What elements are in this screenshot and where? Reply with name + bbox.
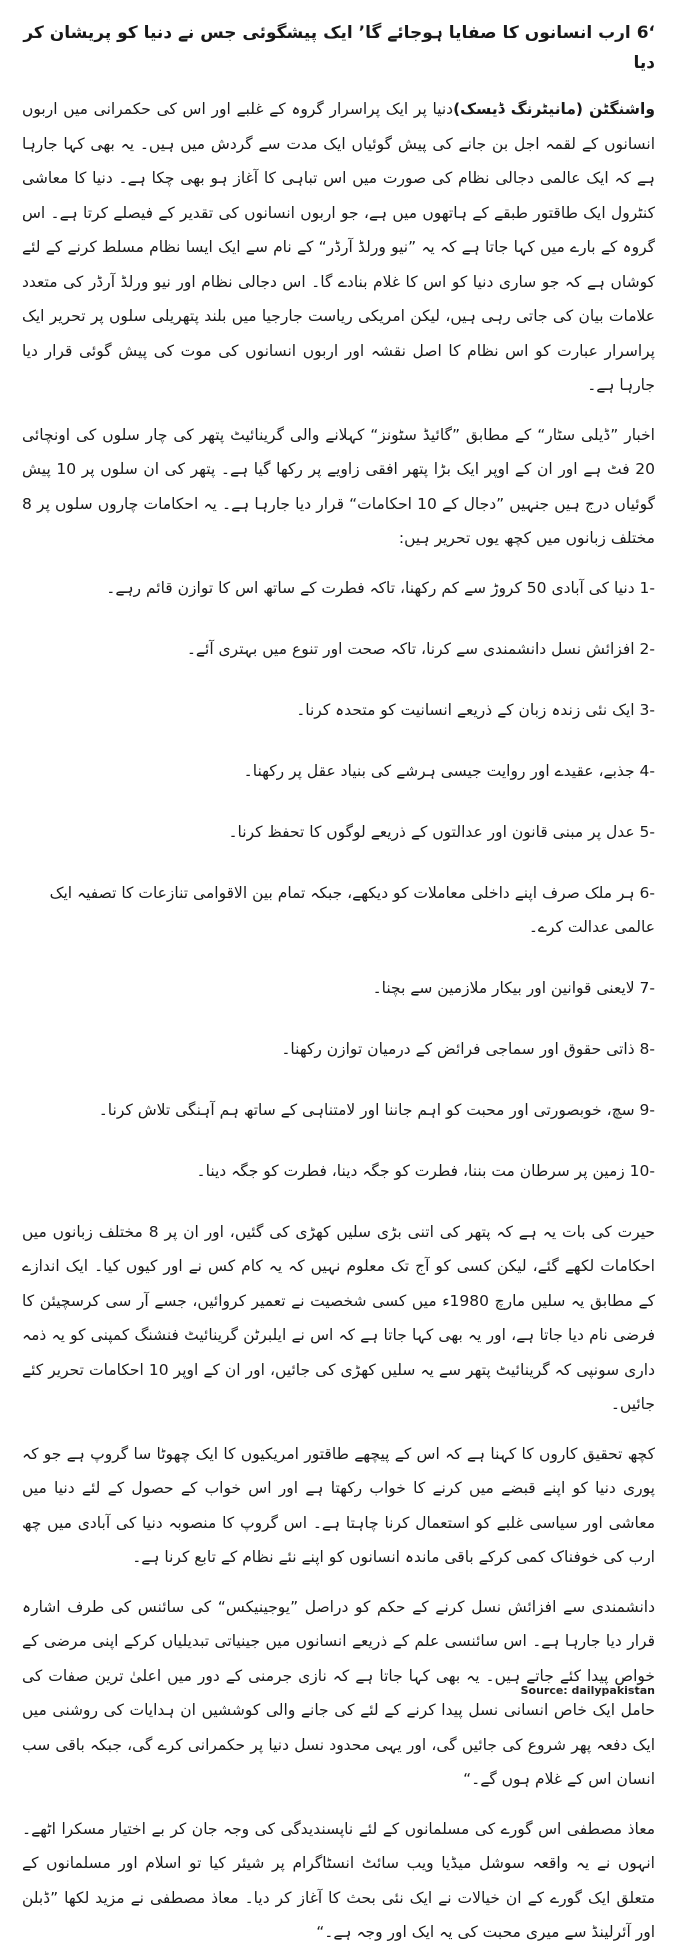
paragraph-text: دنیا پر ایک پراسرار گروہ کے غلبے اور اس کی حکمرانی میں اربوں انسانوں کے لقمہ اجل بن جانے کی پیش گوئیاں ایک مدت سے گردش میں ہیں۔ یہ بھی کہا جارہا ہے کہ ایک عالمی دجالی نظام کی صورت میں اس تباہی کا آغاز ہو بھی چکا ہے۔ دنیا کا معاشی کنٹرول ایک طاقتور طبقے کے ہاتھوں میں ہے، جو اربوں انسانوں کی تقدیر کے فیصلے کرتا ہے۔ اس گروہ کے بارے میں کہا جاتا ہے کہ یہ ”نیو ورلڈ آرڈر“ کے نام سے ایک ایسا نظام مسلط کرنے کے لئے کوشاں ہے کہ جو ساری دنیا کو اس کا غلام بنادے گا۔ اس دجالی نظام اور نیو ورلڈ آرڈر کی متعدد علامات بیان کی جاتی رہی ہیں، لیکن امریکی ریاست جارجیا میں بلند پتھریلی سلوں پر تحریر ایک پراسرار عبارت کو اس نظام کا اصل نقشہ اور اربوں انسانوں کی موت کی پیش گوئی قرار دیا جارہا ہے۔	[22, 100, 655, 394]
list-item: -6 ہر ملک صرف اپنے داخلی معاملات کو دیکھے، جبکہ تمام بین الاقوامی تنازعات کا تصفیہ ایک عالمی عدالت کرے۔	[49, 883, 655, 936]
article-paragraph: حیرت کی بات یہ ہے کہ پتھر کی اتنی بڑی سلیں کھڑی کی گئیں، اور ان پر 8 مختلف زبانوں میں احکامات لکھے گئے، لیکن کسی کو آج تک معلوم نہیں کہ یہ کام کس نے اور کیوں کیا۔ ایک اندازے کے مطابق یہ سلیں مارچ 1980ء میں کسی شخصیت نے تعمیر کروائیں، جسے آر سی کرسچیئن کا فرضی نام دیا جاتا ہے، اور یہ بھی کہا جاتا ہے کہ اس نے ایلبرٹن گرینائیٹ فنشنگ کمپنی کو یہ ذمہ داری سونپی کہ گرینائیٹ پتھر سے یہ سلیں کھڑی کی جائیں، اور ان کے اوپر 10 احکامات تحریر کئے جائیں۔	[22, 1222, 656, 1413]
list-item: -7 لایعنی قوانین اور بیکار ملازمین سے بچنا۔	[372, 978, 655, 997]
list-item: -10 زمین پر سرطان مت بننا، فطرت کو جگہ دینا، فطرت کو جگہ دینا۔	[196, 1161, 655, 1180]
list-item: -5 عدل پر مبنی قانون اور عدالتوں کے ذریعے لوگوں کا تحفظ کرنا۔	[228, 822, 655, 841]
dateline: واشنگٹن (مانیٹرنگ ڈیسک)	[453, 100, 655, 118]
article-paragraph	[22, 418, 655, 556]
list-item: -2 افزائش نسل دانشمندی سے کرنا، تاکہ صحت اور تنوع میں بہتری آئے۔	[186, 639, 655, 658]
article-paragraph: دانشمندی سے افزائش نسل کرنے کے حکم کو دراصل ”یوجینیکس“ کی سائنس کی طرف اشارہ قرار دیا جارہا ہے۔ اس سائنسی علم کے ذریعے انسانوں میں جینیاتی تبدیلیاں کرکے اپنی مرضی کے خواص پیدا کئے جاتے ہیں۔ یہ بھی کہا جاتا ہے کہ نازی جرمنی کے دور میں اعلیٰ ترین صفات کی حامل ایک خاص انسانی نسل پیدا کرنے کے لئے کی جانے والی کوششیں ان ہدایات کی روشنی میں ایک دفعہ پھر شروع کی جائیں گی، اور یہی محدود نسل دنیا پر حکمرانی کرے گی، جبکہ باقی سب انسان اس کے غلام ہوں گے۔“	[22, 1597, 655, 1788]
article-paragraph: کچھ تحقیق کاروں کا کہنا ہے کہ اس کے پیچھے طاقتور امریکیوں کا ایک چھوٹا سا گروپ ہے جو کہ پوری دنیا کو اپنے قبضے میں کرنے کا خواب رکھتا ہے اور اس خواب کے حصول کے لئے دنیا میں معاشی اور سیاسی غلبے کو استعمال کرنا چاہتا ہے۔ اس گروپ کا منصوبہ دنیا کی آبادی میں چھ ارب کی خوفناک کمی کرکے باقی ماندہ انسانوں کو اپنے نئے نظام کے تابع کرنا ہے۔	[22, 1444, 655, 1566]
list-item: -9 سچ، خوبصورتی اور محبت کو اہم جاننا اور لامتناہی کے ساتھ ہم آہنگی تلاش کرنا۔	[98, 1100, 655, 1119]
list-item: -4 جذبے، عقیدے اور روایت جیسی ہرشے کی بنیاد عقل پر رکھنا۔	[243, 761, 655, 780]
list-item: -1 دنیا کی آبادی 50 کروڑ سے کم رکھنا، تاکہ فطرت کے ساتھ اس کا توازن قائم رہے۔	[106, 578, 655, 597]
article-paragraph	[22, 92, 655, 403]
list-item: -8 ذاتی حقوق اور سماجی فرائض کے درمیان توازن رکھنا۔	[281, 1039, 655, 1058]
paragraph-text: اخبار ”ڈیلی سٹار“ کے مطابق ”گائیڈ سٹونز“ کہلانے والی گرینائیٹ پتھر کی چار سلوں کی اونچائی 20 فٹ ہے اور ان کے اوپر ایک بڑا پتھر افقی زاویے پر رکھا گیا ہے۔ پتھر کی ان سلوں پر 10 پیش گوئیاں درج ہیں جنہیں ”دجال کے 10 احکامات“ قرار دیا جارہا ہے۔ یہ احکامات چاروں سلوں پر 8 مختلف زبانوں میں کچھ یوں تحریر ہیں:	[22, 425, 655, 547]
article-paragraph: معاذ مصطفی اس گورے کی مسلمانوں کے لئے ناپسندیدگی کی وجہ جان کر بے اختیار مسکرا اٹھے۔ انہوں نے یہ واقعہ سوشل میڈیا ویب سائٹ انسٹاگرام پر شیئر کیا تو اسلام اور مسلمانوں کے متعلق ایک گورے کے ان خیالات نے ایک نئی بحث کا آغاز کر دیا۔ معاذ مصطفی نے مزید لکھا ”ڈبلن اور آئرلینڈ سے میری محبت کی یہ ایک اور وجہ ہے۔“	[22, 1819, 655, 1941]
article-headline: ‘6 ارب انسانوں کا صفایا ہوجائے گا’ ایک پیشگوئی جس نے دنیا کو پریشان کر دیا	[23, 23, 655, 73]
commandments-list	[22, 571, 655, 1188]
source-credit: Source: dailypakistan	[520, 1684, 655, 1697]
list-item: -3 ایک نئی زندہ زبان کے ذریعے انسانیت کو متحدہ کرنا۔	[296, 700, 655, 719]
